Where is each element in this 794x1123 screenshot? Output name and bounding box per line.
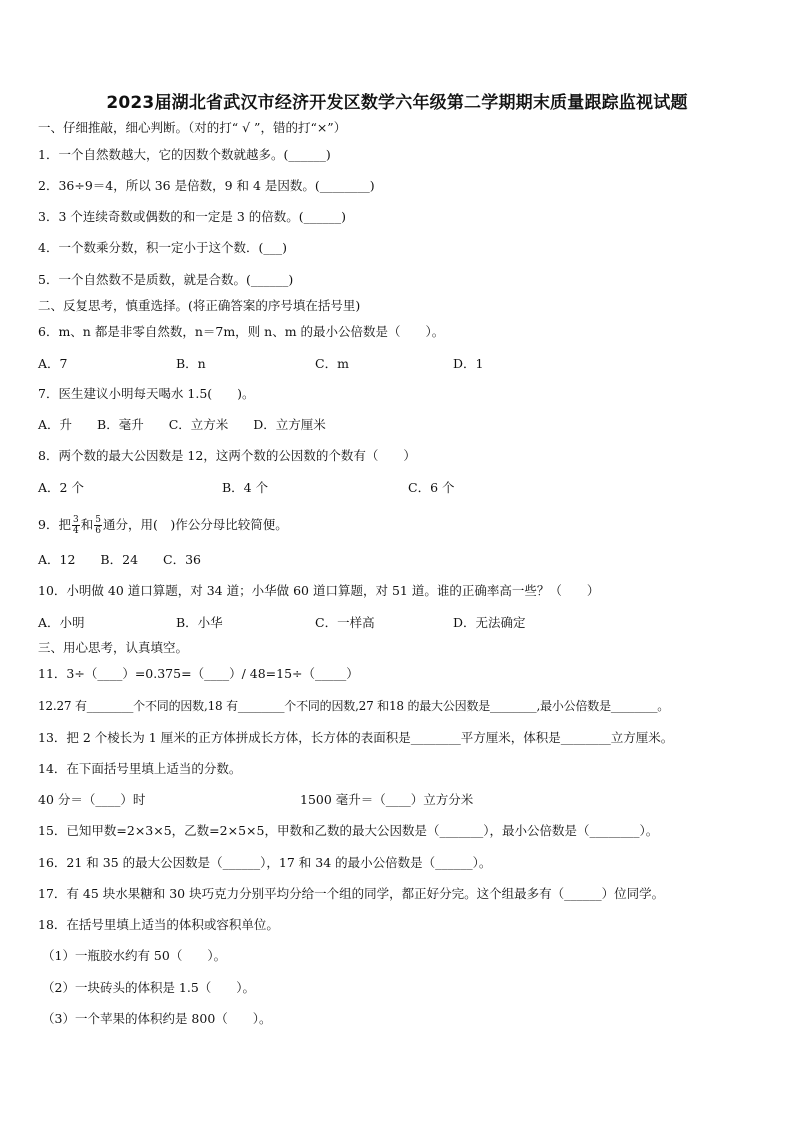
question-14-part-a: 40 分＝（____）时: [38, 792, 146, 807]
question-18: 18．在括号里填上适当的体积或容积单位。: [38, 917, 279, 932]
question-10-option-d: D．无法确定: [453, 615, 526, 630]
question-8-option-a: A．2 个: [38, 480, 84, 495]
question-6-option-b: B．n: [176, 356, 206, 371]
question-18-part-3: （3）一个苹果的体积约是 800（ ）。: [42, 1011, 272, 1026]
exam-title: 2023届湖北省武汉市经济开发区数学六年级第二学期期末质量跟踪监视试题: [106, 93, 688, 113]
question-11: 11．3÷（____）=0.375=（____）/ 48=15÷（_____）: [38, 666, 359, 681]
question-18-part-1: （1）一瓶胶水约有 50（ ）。: [42, 948, 227, 963]
question-9-options: A．12 B．24 C．36: [38, 552, 201, 567]
question-10: 10．小明做 40 道口算题，对 34 道；小华做 60 道口算题，对 51 道。谁的正确率高一些？（ ）: [38, 583, 600, 598]
question-6-option-d: D．1: [453, 356, 484, 371]
question-7-options: A．升 B．毫升 C．立方米 D．立方厘米: [38, 417, 326, 432]
question-9-and: 和: [80, 517, 94, 532]
question-9: [38, 512, 288, 538]
question-6: 6．m、n 都是非零自然数，n＝7m，则 n、m 的最小公倍数是（ ）。: [38, 324, 445, 339]
question-1: 1．一个自然数越大，它的因数个数就越多。(______): [38, 147, 331, 162]
question-14-part-b: 1500 毫升＝（____）立方分米: [300, 792, 474, 807]
section-1-heading: 一、仔细推敲，细心判断。（对的打“ √ ”，错的打“×”）: [38, 120, 347, 135]
question-16: 16．21 和 35 的最大公因数是（______），17 和 34 的最小公倍数是（______）。: [38, 855, 492, 870]
section-2-heading: 二、反复思考，慎重选择。(将正确答案的序号填在括号里): [38, 298, 361, 313]
question-8-option-b: B．4 个: [222, 480, 269, 495]
question-13: 13．把 2 个棱长为 1 厘米的正方体拼成长方体，长方体的表面积是________平方厘米，体积是________立方厘米。: [38, 730, 674, 745]
question-12: 12.27 有________个不同的因数,18 有________个不同的因数,27 和18 的最大公因数是________,最小公倍数是________。: [38, 699, 670, 713]
question-2: 2．36÷9＝4，所以 36 是倍数，9 和 4 是因数。(________): [38, 178, 375, 193]
question-15: 15．已知甲数=2×3×5，乙数=2×5×5，甲数和乙数的最大公因数是（_______），最小公倍数是（________）。: [38, 823, 659, 838]
question-4: 4．一个数乘分数，积一定小于这个数．(___): [38, 240, 287, 255]
question-6-option-a: A．7: [38, 356, 68, 371]
question-5: 5．一个自然数不是质数，就是合数。(______): [38, 272, 294, 287]
section-3-heading: 三、用心思考，认真填空。: [38, 640, 189, 655]
question-10-option-c: C．一样高: [315, 615, 375, 630]
question-9-prefix: 9．把: [38, 517, 71, 532]
question-6-option-c: C．m: [315, 356, 349, 371]
question-14: 14．在下面括号里填上适当的分数。: [38, 761, 242, 776]
question-8-option-c: C．6 个: [408, 480, 455, 495]
question-7: 7．医生建议小明每天喝水 1.5( )。: [38, 386, 255, 401]
question-10-option-a: A．小明: [38, 615, 85, 630]
question-17: 17．有 45 块水果糖和 30 块巧克力分别平均分给一个组的同学，都正好分完。这个组最多有（______）位同学。: [38, 886, 665, 901]
question-3: 3．3 个连续奇数或偶数的和一定是 3 的倍数。(______): [38, 209, 347, 224]
question-10-option-b: B．小华: [176, 615, 223, 630]
fraction-three-quarters: $\frac{3}{4}$: [72, 515, 79, 536]
fraction-five-sixths: $\frac{5}{6}$: [95, 515, 101, 536]
question-9-suffix: 通分，用( )作公分母比较简便。: [102, 517, 288, 532]
question-18-part-2: （2）一块砖头的体积是 1.5（ ）。: [42, 980, 256, 995]
question-8: 8．两个数的最大公因数是 12，这两个数的公因数的个数有（ ）: [38, 448, 416, 463]
